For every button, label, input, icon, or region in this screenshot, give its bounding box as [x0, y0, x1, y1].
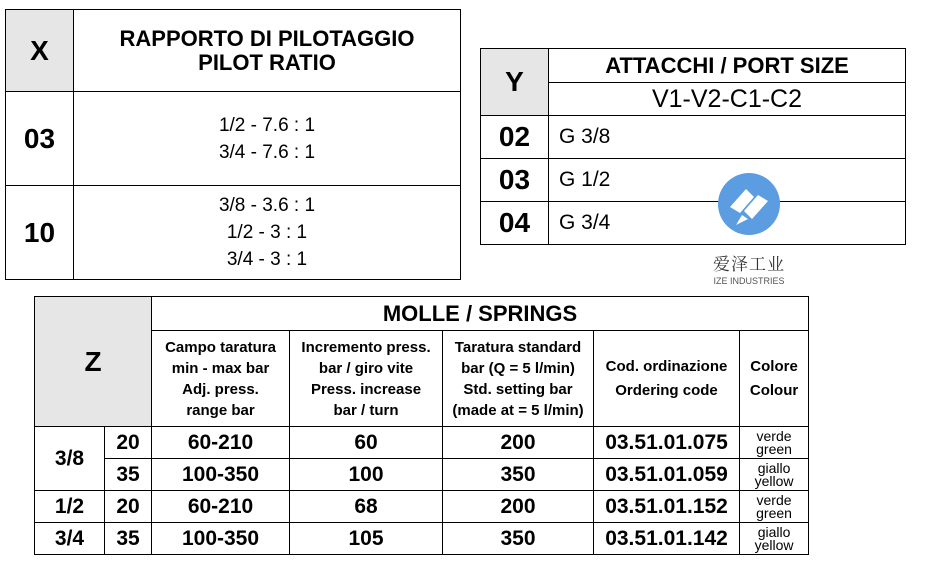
- column-header-standard: [443, 331, 594, 427]
- logo-text-en: IZE INDUSTRIES: [713, 276, 785, 286]
- standard-cell: 350: [443, 459, 594, 491]
- code-cell: 03.51.01.142: [594, 523, 740, 555]
- table-y-size: G 3/8: [549, 116, 906, 159]
- table-y-size: G 3/4: [549, 202, 906, 245]
- table-y-size: G 1/2: [549, 159, 906, 202]
- code-cell: 03.51.01.059: [594, 459, 740, 491]
- logo-text-cn: 爱泽工业: [713, 255, 785, 275]
- header-line: Taratura standard: [454, 338, 582, 356]
- table-z-corner: Z: [35, 297, 152, 427]
- table-row: [481, 202, 906, 245]
- column-header-range: [152, 331, 290, 427]
- table-y-subtitle: V1-V2-C1-C2: [549, 83, 906, 116]
- header-line: (made at = 5 l/min): [452, 401, 584, 419]
- table-y-code: 02: [481, 116, 549, 159]
- standard-cell: 200: [443, 491, 594, 523]
- table-y-corner: Y: [481, 49, 549, 116]
- ize-logo-icon: [716, 171, 782, 237]
- range-cell: 100-350: [152, 523, 290, 555]
- pilot-ratio-table: [5, 9, 461, 280]
- spring-cell: 20: [105, 427, 152, 459]
- colour-en: yellow: [754, 536, 794, 553]
- header-line: Cod. ordinazione: [605, 358, 728, 375]
- ratio-line: 3/4 - 7.6 : 1: [218, 141, 316, 163]
- header-line: bar / turn: [333, 401, 399, 419]
- table-z-title: MOLLE / SPRINGS: [152, 297, 809, 331]
- header-line: Incremento press.: [301, 338, 431, 356]
- header-line: bar (Q = 5 l/min): [461, 359, 575, 377]
- range-cell: 100-350: [152, 459, 290, 491]
- springs-table: [34, 296, 809, 555]
- port-size-table: [480, 48, 906, 245]
- colour-it: giallo: [757, 523, 791, 540]
- standard-cell: 200: [443, 427, 594, 459]
- colour-en: yellow: [754, 472, 794, 489]
- colour-en: green: [756, 440, 792, 457]
- port-size-cell: 3/4: [35, 523, 105, 555]
- header-line: range bar: [186, 401, 255, 419]
- colour-cell: [740, 459, 809, 491]
- ratio-line: 1/2 - 7.6 : 1: [218, 114, 316, 136]
- header-line: Adj. press.: [182, 380, 259, 398]
- colour-en: green: [756, 504, 792, 521]
- table-x-corner: X: [6, 10, 74, 92]
- spring-cell: 20: [105, 491, 152, 523]
- table-row: [481, 116, 906, 159]
- ratio-line: 1/2 - 3 : 1: [226, 222, 308, 243]
- port-size-cell: 3/8: [35, 427, 105, 491]
- colour-cell: [740, 523, 809, 555]
- column-header-increase: [290, 331, 443, 427]
- ratio-line: 3/8 - 3.6 : 1: [218, 195, 316, 216]
- ratio-line: 3/4 - 3 : 1: [226, 249, 308, 270]
- table-y-code: 03: [481, 159, 549, 202]
- increase-cell: 68: [290, 491, 443, 523]
- code-cell: 03.51.01.152: [594, 491, 740, 523]
- table-row: [35, 427, 809, 459]
- increase-cell: 100: [290, 459, 443, 491]
- column-header-code: [594, 331, 740, 427]
- colour-it: verde: [756, 491, 792, 508]
- header-line: min - max bar: [171, 359, 270, 377]
- port-size-cell: 1/2: [35, 491, 105, 523]
- table-x-ratios: [74, 186, 461, 280]
- header-line: Colore: [750, 358, 798, 375]
- table-x-title: [74, 10, 461, 92]
- increase-cell: 60: [290, 427, 443, 459]
- table-y-code: 04: [481, 202, 549, 245]
- table-y-title: ATTACCHI / PORT SIZE: [549, 49, 906, 83]
- spring-cell: 35: [105, 459, 152, 491]
- table-x-code: 03: [6, 92, 74, 186]
- colour-it: verde: [756, 427, 792, 444]
- range-cell: 60-210: [152, 427, 290, 459]
- code-cell: 03.51.01.075: [594, 427, 740, 459]
- header-line: Press. increase: [310, 380, 422, 398]
- standard-cell: 350: [443, 523, 594, 555]
- table-x-title-it: RAPPORTO DI PILOTAGGIO: [119, 25, 415, 51]
- header-line: Ordering code: [615, 382, 718, 399]
- table-row: [35, 491, 809, 523]
- range-cell: 60-210: [152, 491, 290, 523]
- column-header-colour: [740, 331, 809, 427]
- table-row: [481, 159, 906, 202]
- colour-cell: [740, 427, 809, 459]
- header-line: Campo taratura: [165, 338, 276, 356]
- table-row: [6, 186, 461, 280]
- company-logo: [700, 171, 798, 286]
- table-row: [6, 92, 461, 186]
- table-x-ratios: [74, 92, 461, 186]
- table-row: [35, 459, 809, 491]
- table-row: [35, 523, 809, 555]
- table-x-title-en: PILOT RATIO: [198, 49, 336, 75]
- increase-cell: 105: [290, 523, 443, 555]
- header-line: bar / giro vite: [318, 359, 414, 377]
- colour-it: giallo: [757, 459, 791, 476]
- colour-cell: [740, 491, 809, 523]
- table-x-code: 10: [6, 186, 74, 280]
- header-line: Std. setting bar: [463, 380, 573, 398]
- header-line: Colour: [749, 382, 799, 399]
- spring-cell: 35: [105, 523, 152, 555]
